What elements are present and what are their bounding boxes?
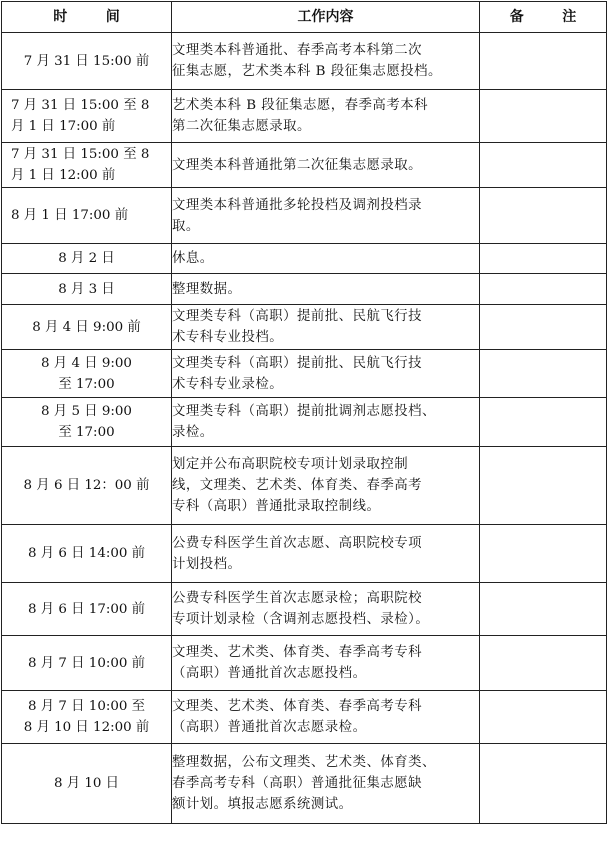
- header-remarks: 备 注: [480, 2, 607, 33]
- time-cell: [2, 525, 172, 583]
- work-line: 文理类、艺术类、体育类、春季高考专科: [172, 699, 423, 714]
- remarks-cell: [480, 274, 607, 305]
- time-line: 至 17:00: [58, 425, 115, 440]
- work-line: 文理类、艺术类、体育类、春季高考专科: [172, 645, 423, 660]
- remarks-cell: [480, 525, 607, 583]
- work-content-cell: [172, 447, 480, 525]
- work-line: 线，文理类、艺术类、体育类、春季高考: [172, 478, 423, 493]
- table-row: [2, 398, 607, 447]
- time-line: 7 月 31 日 15:00 至 8: [11, 147, 150, 162]
- work-content-cell: [172, 350, 480, 398]
- table-header-row: [2, 2, 607, 33]
- work-line: 文理类本科普通批第二次征集志愿录取。: [172, 157, 423, 173]
- time-cell: [2, 636, 172, 691]
- remarks-cell: [480, 33, 607, 90]
- work-line: 录检。: [172, 425, 214, 440]
- table-row: [2, 244, 607, 274]
- remarks-cell: [480, 188, 607, 244]
- table-row: [2, 188, 607, 244]
- table-row: [2, 525, 607, 583]
- work-line: 计划投档。: [172, 556, 242, 572]
- work-line: 休息。: [172, 251, 214, 266]
- time-line: 8 月 7 日 10:00 前: [27, 655, 146, 671]
- work-line: 公费专科医学生首次志愿、高职院校专项: [172, 535, 423, 551]
- time-cell: [2, 143, 172, 188]
- work-line: 征集志愿，艺术类本科 B 段征集志愿投档。: [172, 64, 442, 79]
- table-body: [2, 33, 607, 824]
- work-line: （高职）普通批首次志愿投档。: [172, 666, 367, 681]
- work-line: 春季高考专科（高职）普通批征集志愿缺: [172, 776, 423, 791]
- work-line: 专项计划录检（含调剂志愿投档、录检）。: [172, 612, 430, 627]
- time-line: 8 月 10 日 12:00 前: [23, 720, 150, 735]
- table-row: [2, 274, 607, 305]
- work-line: （高职）普通批首次志愿录检。: [172, 720, 367, 735]
- time-cell: [2, 244, 172, 274]
- work-line: 文理类专科（高职）提前批、民航飞行技: [172, 309, 423, 324]
- work-content-cell: [172, 244, 480, 274]
- time-line: 8 月 7 日 10:00 至: [27, 699, 146, 714]
- time-line: 8 月 4 日 9:00 前: [32, 319, 141, 335]
- table-row: [2, 744, 607, 824]
- time-line: 8 月 6 日 14:00 前: [27, 546, 146, 561]
- time-cell: [2, 744, 172, 824]
- time-line: 8 月 3 日: [58, 281, 115, 297]
- work-line: 公费专科医学生首次志愿录检；高职院校: [172, 591, 423, 606]
- remarks-cell: [480, 447, 607, 525]
- remarks-cell: [480, 90, 607, 143]
- admission-schedule-table: [1, 1, 607, 824]
- work-line: 文理类本科普通批、春季高考本科第二次: [172, 43, 423, 58]
- work-content-cell: [172, 525, 480, 583]
- work-line: 第二次征集志愿录取。: [172, 119, 311, 134]
- remarks-cell: [480, 398, 607, 447]
- work-content-cell: [172, 305, 480, 350]
- time-cell: [2, 583, 172, 636]
- work-content-cell: [172, 583, 480, 636]
- time-cell: [2, 691, 172, 744]
- time-cell: [2, 90, 172, 143]
- header-time: 时 间: [2, 2, 172, 33]
- time-line: 月 1 日 12:00 前: [11, 168, 116, 183]
- work-line: 额计划。填报志愿系统测试。: [172, 797, 353, 812]
- work-line: 整理数据。: [172, 281, 242, 297]
- work-content-cell: [172, 90, 480, 143]
- time-line: 7 月 31 日 15:00 前: [23, 53, 150, 69]
- time-line: 8 月 4 日 9:00: [41, 355, 132, 371]
- time-cell: [2, 447, 172, 525]
- work-line: 整理数据，公布文理类、艺术类、体育类、: [172, 755, 436, 770]
- time-line: 8 月 2 日: [58, 251, 115, 266]
- table-row: [2, 636, 607, 691]
- work-content-cell: [172, 691, 480, 744]
- time-line: 至 17:00: [58, 376, 115, 392]
- table-row: [2, 447, 607, 525]
- time-line: 8 月 10 日: [53, 776, 120, 791]
- work-content-cell: [172, 274, 480, 305]
- work-content-cell: [172, 188, 480, 244]
- time-cell: [2, 305, 172, 350]
- table-row: [2, 33, 607, 90]
- table-row: [2, 583, 607, 636]
- time-line: 8 月 6 日 12：00 前: [23, 478, 150, 493]
- work-line: 取。: [172, 218, 200, 234]
- remarks-cell: [480, 636, 607, 691]
- time-cell: [2, 274, 172, 305]
- remarks-cell: [480, 305, 607, 350]
- time-line: 7 月 31 日 15:00 至 8: [11, 98, 150, 113]
- time-line: 月 1 日 17:00 前: [11, 119, 116, 134]
- work-line: 艺术类本科 B 段征集志愿，春季高考本科: [172, 98, 428, 113]
- remarks-cell: [480, 350, 607, 398]
- table-row: [2, 350, 607, 398]
- work-line: 术专科专业录检。: [172, 376, 284, 392]
- table-row: [2, 143, 607, 188]
- remarks-cell: [480, 583, 607, 636]
- time-cell: [2, 398, 172, 447]
- work-line: 文理类专科（高职）提前批调剂志愿投档、: [172, 404, 436, 419]
- table-row: [2, 90, 607, 143]
- header-work-content: 工作内容: [172, 2, 480, 33]
- time-line: 8 月 5 日 9:00: [41, 404, 132, 419]
- work-line: 划定并公布高职院校专项计划录取控制: [172, 457, 409, 472]
- work-line: 文理类本科普通批多轮投档及调剂投档录: [172, 197, 423, 213]
- work-content-cell: [172, 744, 480, 824]
- remarks-cell: [480, 143, 607, 188]
- remarks-cell: [480, 691, 607, 744]
- table-row: [2, 691, 607, 744]
- work-content-cell: [172, 33, 480, 90]
- work-content-cell: [172, 143, 480, 188]
- remarks-cell: [480, 744, 607, 824]
- time-line: 8 月 6 日 17:00 前: [27, 601, 146, 617]
- time-cell: [2, 350, 172, 398]
- time-cell: [2, 188, 172, 244]
- work-line: 术专科专业投档。: [172, 330, 284, 345]
- work-line: 专科（高职）普通批录取控制线。: [172, 499, 381, 514]
- work-line: 文理类专科（高职）提前批、民航飞行技: [172, 355, 423, 371]
- work-content-cell: [172, 398, 480, 447]
- work-content-cell: [172, 636, 480, 691]
- table-row: [2, 305, 607, 350]
- time-cell: [2, 33, 172, 90]
- time-line: 8 月 1 日 17:00 前: [11, 208, 129, 223]
- remarks-cell: [480, 244, 607, 274]
